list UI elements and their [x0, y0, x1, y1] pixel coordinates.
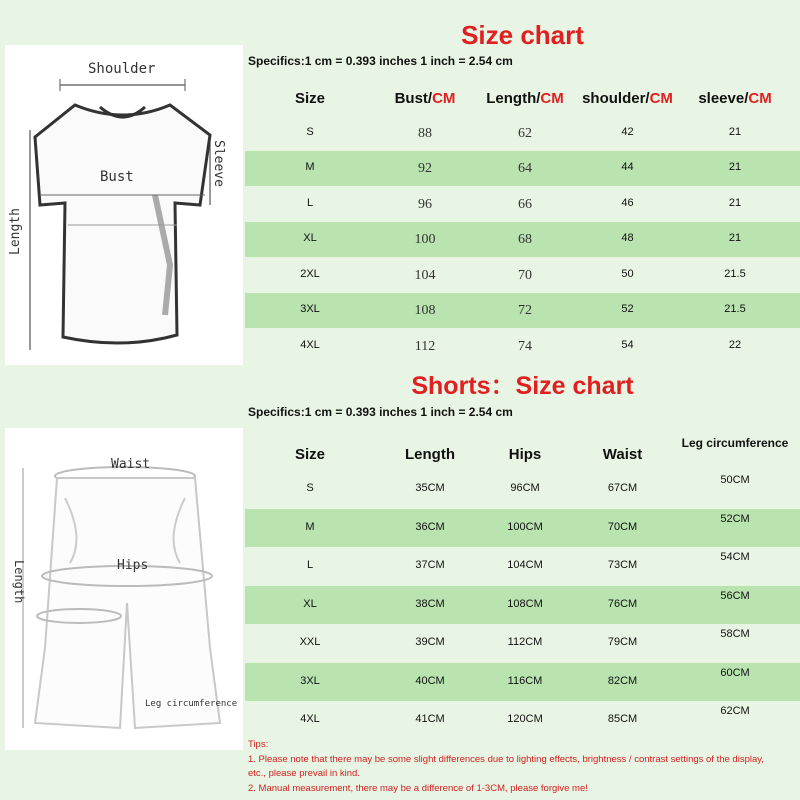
table-cell: 46: [621, 196, 634, 209]
table-cell: 88: [418, 125, 432, 141]
table-row: [245, 186, 800, 222]
table-cell: XL: [303, 597, 317, 610]
table-cell: 58CM: [720, 628, 750, 641]
table-cell: 68: [518, 232, 532, 248]
table-cell: 108CM: [507, 597, 543, 610]
table-cell: 85CM: [607, 713, 638, 726]
table-cell: 100CM: [507, 520, 543, 533]
table-row: [245, 547, 800, 586]
table-cell: 96CM: [510, 482, 540, 495]
shorts-length-label: Length: [12, 560, 26, 604]
table-cell: 21: [728, 161, 742, 174]
shorts-specifics: Specifics:1 cm = 0.393 inches 1 inch = 2.54 cm: [248, 405, 513, 419]
table-cell: 36CM: [415, 520, 445, 533]
table-cell: 44: [621, 161, 634, 174]
table-cell: 108: [414, 303, 436, 319]
table-row: [245, 257, 800, 293]
shorts-diagram: [5, 428, 243, 750]
table-cell: 37CM: [415, 559, 445, 572]
header-sleeve: sleeve/CM: [698, 90, 772, 107]
table-cell: 2XL: [300, 267, 320, 280]
table-cell: S: [306, 125, 314, 138]
table-cell: 50: [621, 267, 634, 280]
table-cell: 116CM: [507, 674, 543, 687]
table-cell: 66: [518, 196, 532, 212]
table-cell: 54: [621, 338, 634, 351]
table-cell: L: [306, 559, 314, 572]
table-cell: 48: [621, 232, 634, 245]
header-size: Size: [294, 90, 325, 107]
table-cell: 38CM: [415, 597, 445, 610]
tshirt-diagram: [5, 45, 243, 365]
header-bust: Bust/CM: [394, 90, 456, 107]
sleeve-label: Sleeve: [211, 140, 226, 187]
table-row: [245, 222, 800, 258]
table-row: [245, 470, 800, 509]
header-length: Length/CM: [486, 90, 564, 107]
table-row: [245, 151, 800, 187]
table-cell: 56CM: [720, 589, 750, 602]
table-cell: M: [305, 520, 315, 533]
table-cell: 21: [728, 125, 742, 138]
table-cell: 41CM: [415, 713, 445, 726]
table-cell: 96: [418, 196, 432, 212]
waist-label: Waist: [111, 457, 151, 472]
table-row: [245, 115, 800, 151]
shorts-header-hips: Hips: [508, 446, 542, 463]
table-cell: 52: [621, 303, 634, 316]
table-cell: 70: [518, 267, 532, 283]
tips-line-2: etc., please prevail in kind.: [248, 768, 360, 779]
table-cell: 60CM: [720, 666, 750, 679]
table-row: [245, 663, 800, 702]
table-cell: 39CM: [415, 636, 445, 649]
leg-circumference-label: Leg circumferencе: [145, 699, 238, 709]
table-cell: L: [306, 196, 314, 209]
table-cell: 21: [728, 232, 742, 245]
table-cell: 21.5: [724, 303, 746, 316]
table-row: [245, 509, 800, 548]
table-cell: 3XL: [300, 303, 320, 316]
shirt-length-label: Length: [8, 208, 23, 255]
shorts-header-leg: Leg circumference: [681, 436, 789, 450]
table-cell: 74: [518, 338, 532, 354]
shoulder-label: Shoulder: [88, 61, 156, 77]
tips-heading: Tips:: [248, 739, 269, 750]
table-row: [245, 293, 800, 329]
table-cell: S: [306, 482, 314, 495]
shorts-table-header: [245, 430, 800, 470]
table-cell: 21: [728, 196, 742, 209]
shorts-chart-title: Shorts：Size chart: [411, 372, 634, 400]
table-cell: 3XL: [300, 674, 320, 687]
table-cell: 120CM: [507, 713, 543, 726]
table-row: [245, 701, 800, 740]
shorts-header-size: Size: [294, 446, 325, 463]
table-cell: 82CM: [607, 674, 638, 687]
table-cell: XXL: [299, 636, 321, 649]
hips-label: Hips: [117, 558, 149, 573]
table-cell: 21.5: [724, 267, 746, 280]
table-row: [245, 586, 800, 625]
table-cell: 67CM: [607, 482, 638, 495]
table-cell: 4XL: [300, 338, 320, 351]
table-cell: 42: [621, 125, 634, 138]
table-cell: 62CM: [720, 705, 750, 718]
table-cell: 52CM: [720, 512, 750, 525]
table-cell: 72: [518, 303, 532, 319]
table-cell: 50CM: [720, 474, 750, 487]
shirt-specifics: Specifics:1 cm = 0.393 inches 1 inch = 2.54 cm: [248, 54, 513, 68]
table-cell: 112: [414, 338, 436, 354]
shorts-header-length: Length: [405, 446, 455, 463]
table-cell: 104CM: [507, 559, 543, 572]
table-cell: 54CM: [720, 551, 750, 564]
table-cell: 73CM: [607, 559, 638, 572]
header-shoulder: shoulder/CM: [582, 90, 673, 107]
table-cell: 40CM: [415, 674, 445, 687]
table-cell: XL: [303, 232, 317, 245]
bust-label: Bust: [100, 169, 134, 185]
table-cell: 70CM: [607, 520, 638, 533]
table-cell: 64: [518, 161, 532, 177]
table-cell: M: [305, 161, 315, 174]
table-cell: 4XL: [300, 713, 320, 726]
table-cell: 100: [414, 232, 436, 248]
table-row: [245, 328, 800, 364]
table-cell: 22: [728, 338, 742, 351]
shirt-chart-title: Size chart: [461, 20, 584, 50]
tips-line-3: 2. Manual measurement, there may be a difference of 1-3CM, please forgive me!: [248, 782, 588, 794]
table-cell: 76CM: [607, 597, 638, 610]
shorts-header-waist: Waist: [602, 446, 643, 463]
table-cell: 62: [518, 125, 532, 141]
shirt-diagram-panel: [5, 45, 243, 365]
tips-line-1: 1. Please note that there may be some slight differences due to lighting effects, brightness / contrast settings of the display,: [248, 753, 764, 765]
table-cell: 35CM: [415, 482, 445, 495]
table-cell: 92: [418, 161, 432, 177]
tips-section: [248, 738, 798, 796]
table-cell: 79CM: [607, 636, 638, 649]
shorts-diagram-panel: [5, 428, 243, 750]
shirt-table-header: [245, 80, 800, 115]
table-row: [245, 624, 800, 663]
table-cell: 112CM: [507, 636, 543, 649]
table-cell: 104: [414, 267, 436, 283]
